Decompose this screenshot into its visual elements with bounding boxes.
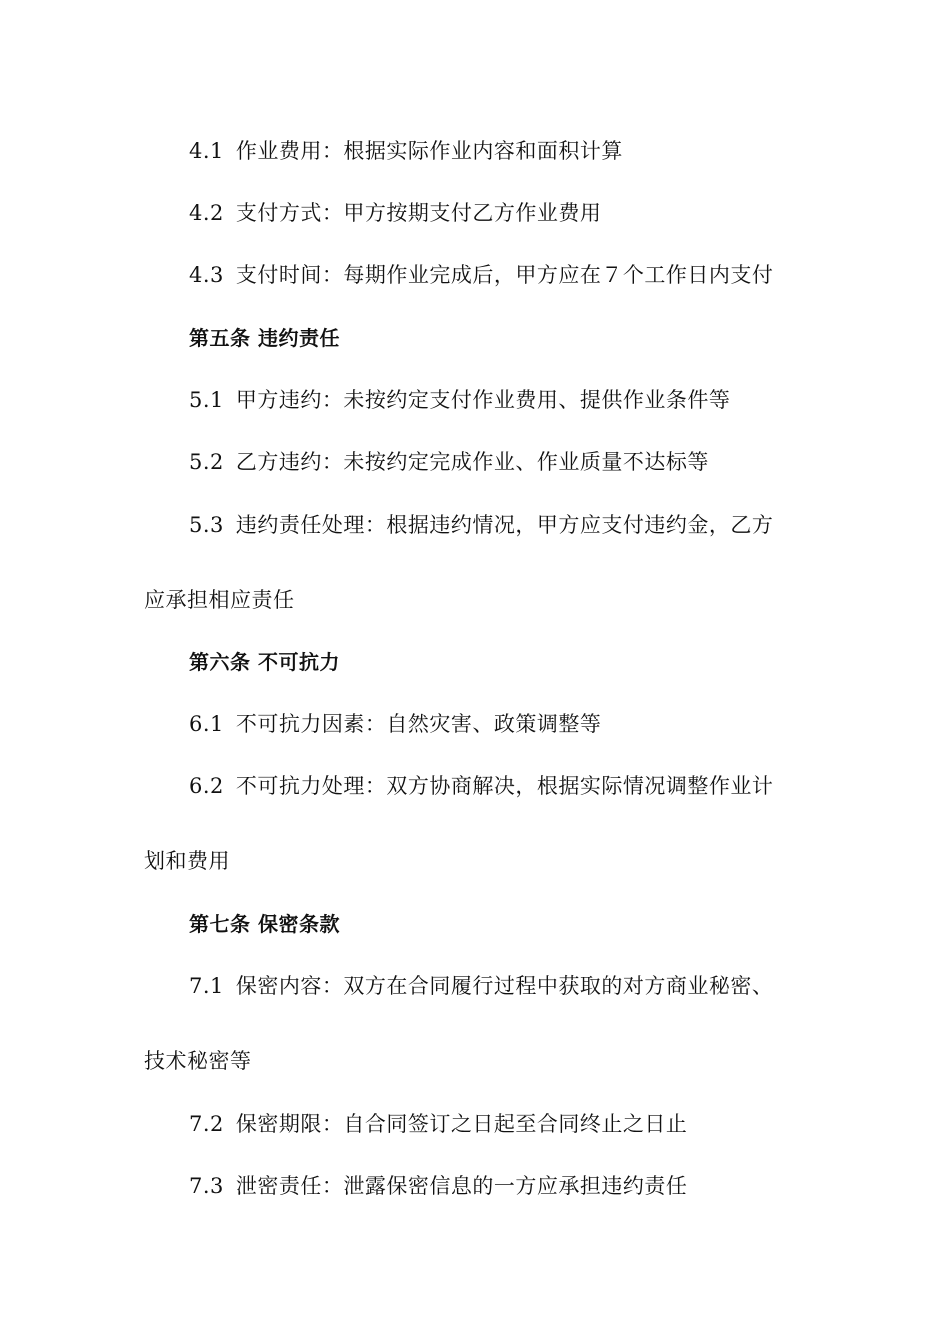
clause-4-2 [189,199,601,227]
clause-5-3 [189,511,773,539]
clause-number: 5.1 [189,388,224,412]
clause-text: 不可抗力因素：自然灾害、政策调整等 [235,712,602,736]
clause-text: 甲方违约：未按约定支付作业费用、提供作业条件等 [235,388,731,412]
clause-number: 7.3 [189,1174,224,1198]
clause-number: 4.3 [189,263,224,287]
clause-text: 乙方违约：未按约定完成作业、作业质量不达标等 [235,450,709,474]
clause-number: 6.2 [189,774,224,798]
clause-number: 5.3 [189,513,224,537]
clause-6-2-continuation: 划和费用 [144,849,230,873]
clause-number: 5.2 [189,450,224,474]
clause-number: 6.1 [189,712,224,736]
clause-5-3-continuation: 应承担相应责任 [144,588,295,612]
clause-text: 作业费用：根据实际作业内容和面积计算 [235,139,623,163]
clause-4-3 [189,261,773,289]
clause-number: 4.2 [189,201,224,225]
section-5-heading: 第五条 违约责任 [189,326,340,350]
section-7-heading: 第七条 保密条款 [189,912,340,936]
clause-7-2 [189,1110,687,1138]
clause-7-1-continuation: 技术秘密等 [144,1049,252,1073]
clause-6-1 [189,710,601,738]
clause-text: 不可抗力处理：双方协商解决，根据实际情况调整作业计 [235,774,774,798]
clause-7-1 [189,972,773,1000]
clause-5-2 [189,448,709,476]
clause-5-1 [189,386,730,414]
clause-number: 7.1 [189,974,224,998]
clause-text: 泄密责任：泄露保密信息的一方应承担违约责任 [235,1174,688,1198]
clause-7-3 [189,1172,687,1200]
clause-6-2 [189,772,773,800]
clause-text: 支付方式：甲方按期支付乙方作业费用 [235,201,602,225]
clause-text: 保密内容：双方在合同履行过程中获取的对方商业秘密、 [235,974,774,998]
clause-text: 支付时间：每期作业完成后，甲方应在７个工作日内支付 [235,263,774,287]
clause-text: 保密期限：自合同签订之日起至合同终止之日止 [235,1112,688,1136]
clause-number: 4.1 [189,139,224,163]
section-6-heading: 第六条 不可抗力 [189,650,340,674]
clause-4-1 [189,137,623,165]
clause-number: 7.2 [189,1112,224,1136]
clause-text: 违约责任处理：根据违约情况，甲方应支付违约金，乙方 [235,513,774,537]
